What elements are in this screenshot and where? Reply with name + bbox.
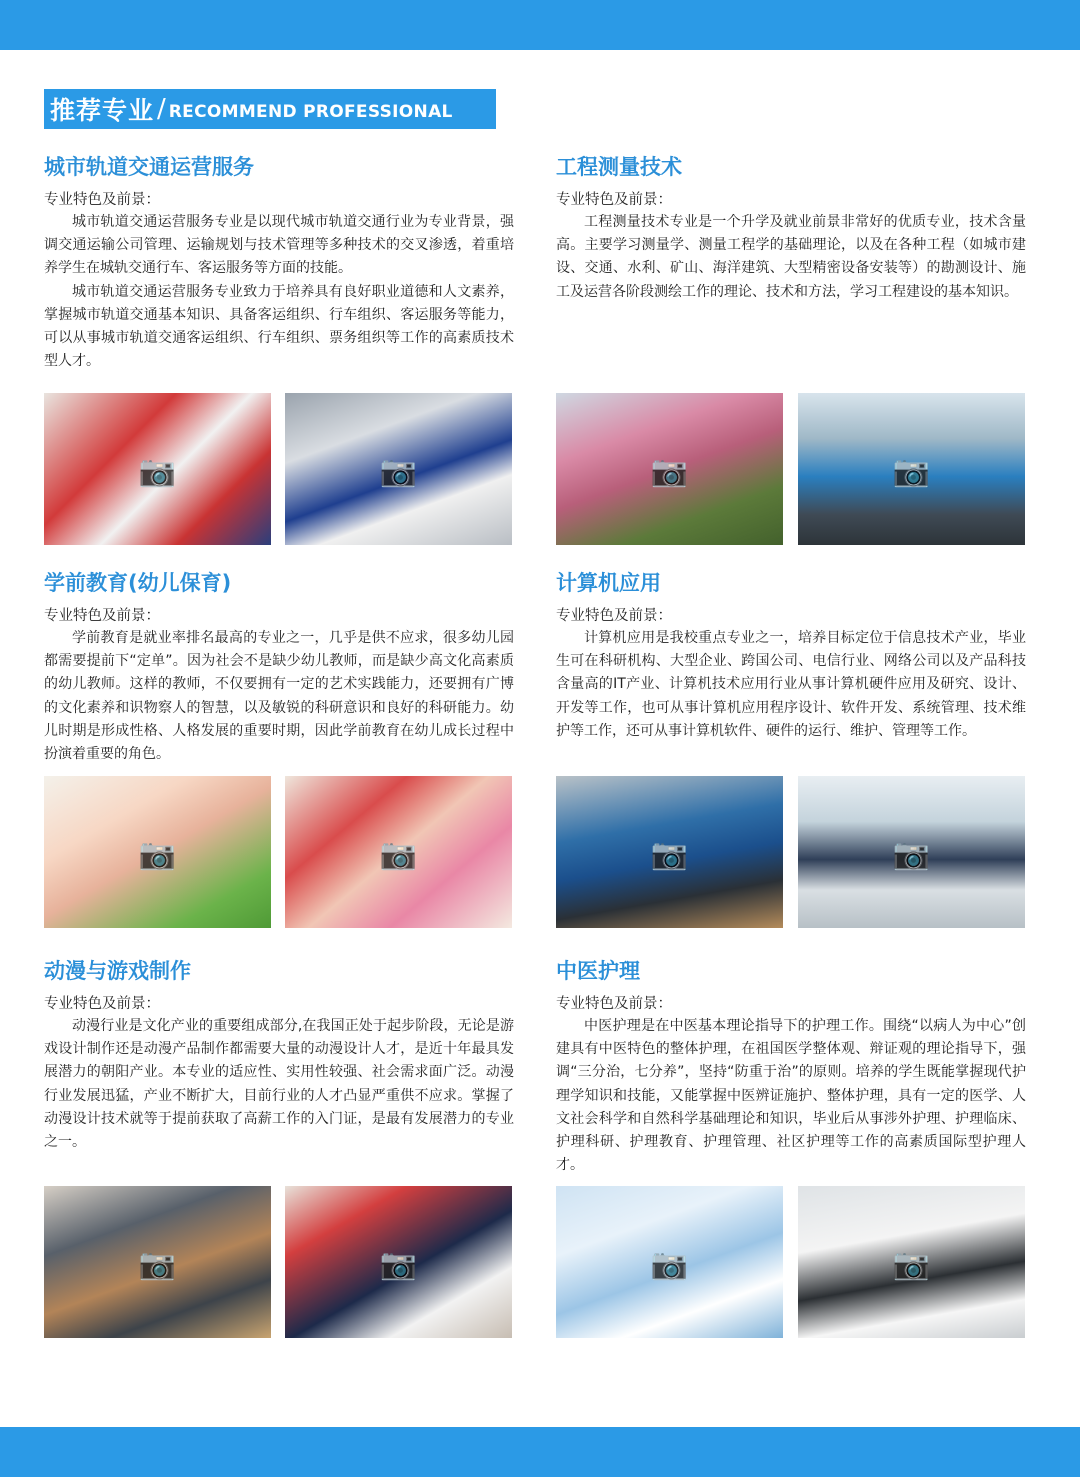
major-title: 工程测量技术 [556,155,682,179]
major-title: 计算机应用 [556,571,661,595]
sketching-student-photo [285,1186,512,1338]
camera-icon: 📷 [650,1247,689,1282]
major-paragraph: 城市轨道交通运营服务专业是以现代城市轨道交通行业为专业背景，强调交通运输公司管理、运输规划与技术管理等多种技术的交叉渗透，着重培养学生在城轨交通行车、客运服务等方面的技能。 [44,214,514,277]
herbal-lab-photo [798,1186,1025,1338]
camera-icon: 📷 [650,837,689,872]
computer-lab-room-photo [798,776,1025,928]
section-title-zh: 推荐专业 [50,96,155,125]
section-title-separator: / [157,94,166,124]
camera-icon: 📷 [892,1247,931,1282]
camera-icon: 📷 [892,454,931,489]
major-label: 专业特色及前景： [556,192,672,208]
major-paragraph: 中医护理是在中医基本理论指导下的护理工作。围绕“以病人为中心”创建具有中医特色的整体护理，在祖国医学整体观、辩证观的理论指导下，强调“三分治，七分养”，坚持“防重于治”的原则。培养的学生既能掌握现代护理学知识和技能，又能掌握中医辨证施护、整体护理，具有一定的医学、人文社会科学和自然科学基础理论和知识，毕业后从事涉外护理、护理临床、护理科研、护理教育、护理管理、社区护理等工作的高素质国际型护理人才。 [556,1018,1026,1174]
survey-road-photo [798,393,1025,545]
major-engineering-survey [556,152,1026,304]
major-title: 中医护理 [556,959,640,983]
nurses-infusion-photo [556,1186,783,1338]
bottom-color-bar [0,1427,1080,1477]
major-paragraph: 工程测量技术专业是一个升学及就业前景非常好的优质专业，技术含量高。主要学习测量学、测量工程学的基础理论，以及在各种工程（如城市建设、交通、水利、矿山、海洋建筑、大型精密设备安装等）的勘测设计、施工及运营各阶段测绘工作的理论、技术和方法，学习工程建设的基本知识。 [556,214,1026,300]
section-title-en: RECOMMEND PROFESSIONAL [168,102,453,122]
rail-attendants-photo [44,393,271,545]
camera-icon: 📷 [650,454,689,489]
camera-icon: 📷 [892,837,931,872]
major-computer-application [556,568,1026,743]
computer-lab-students-photo [556,776,783,928]
camera-icon: 📷 [379,837,418,872]
major-paragraph: 城市轨道交通运营服务专业致力于培养具有良好职业道德和人文素养，掌握城市轨道交通基本知识、具备客运组织、行车组织、客运服务等能力，可以从事城市轨道交通客运组织、行车组织、票务组织等工作的高素质技术型人才。 [44,283,514,370]
major-label: 专业特色及前景： [44,608,160,624]
rail-station-photo [285,393,512,545]
major-paragraph: 动漫行业是文化产业的重要组成部分,在我国正处于起步阶段，无论是游戏设计制作还是动漫产品制作都需要大量的动漫设计人才，是近十年最具发展潜力的朝阳产业。本专业的适应性、实用性较强、社会需求面广泛。动漫行业发展迅猛，产业不断扩大，目前行业的人才凸显严重供不应求。掌握了动漫设计技术就等于提前获取了高薪工作的入门证，是最有发展潜力的专业之一。 [44,1018,514,1151]
drawing-tablet-photo [44,1186,271,1338]
kindergarten-class-photo [44,776,271,928]
major-rail-transit [44,152,514,373]
major-title: 城市轨道交通运营服务 [44,155,254,179]
major-preschool-education [44,568,514,766]
major-title: 动漫与游戏制作 [44,959,191,983]
major-title: 学前教育(幼儿保育) [44,571,232,595]
major-label: 专业特色及前景： [44,192,160,208]
camera-icon: 📷 [138,454,177,489]
major-label: 专业特色及前景： [44,996,160,1012]
section-banner [44,89,496,129]
teacher-children-photo [285,776,512,928]
major-paragraph: 学前教育是就业率排名最高的专业之一，几乎是供不应求，很多幼儿园都需要提前下“定单”。因为社会不是缺少幼儿教师，而是缺少高文化高素质的幼儿教师。这样的教师，不仅要拥有一定的艺术实践能力，还要拥有广博的文化素养和识物察人的智慧，以及敏锐的科研意识和良好的科研能力。幼儿时期是形成性格、人格发展的重要时期，因此学前教育在幼儿成长过程中扮演着重要的角色。 [44,630,514,763]
top-color-bar [0,0,1080,50]
major-paragraph: 计算机应用是我校重点专业之一，培养目标定位于信息技术产业，毕业生可在科研机构、大型企业、跨国公司、电信行业、网络公司以及产品科技含量高的IT产业、计算机技术应用行业从事计算机硬件应用及研究、设计、开发等工作，也可从事计算机应用程序设计、软件开发、系统管理、技术维护等工作，还可从事计算机软件、硬件的运行、维护、管理等工作。 [556,630,1026,739]
major-label: 专业特色及前景： [556,608,672,624]
camera-icon: 📷 [138,837,177,872]
major-tcm-nursing [556,956,1026,1177]
camera-icon: 📷 [379,454,418,489]
survey-tree-photo [556,393,783,545]
camera-icon: 📷 [379,1247,418,1282]
major-animation-games [44,956,514,1154]
major-label: 专业特色及前景： [556,996,672,1012]
camera-icon: 📷 [138,1247,177,1282]
